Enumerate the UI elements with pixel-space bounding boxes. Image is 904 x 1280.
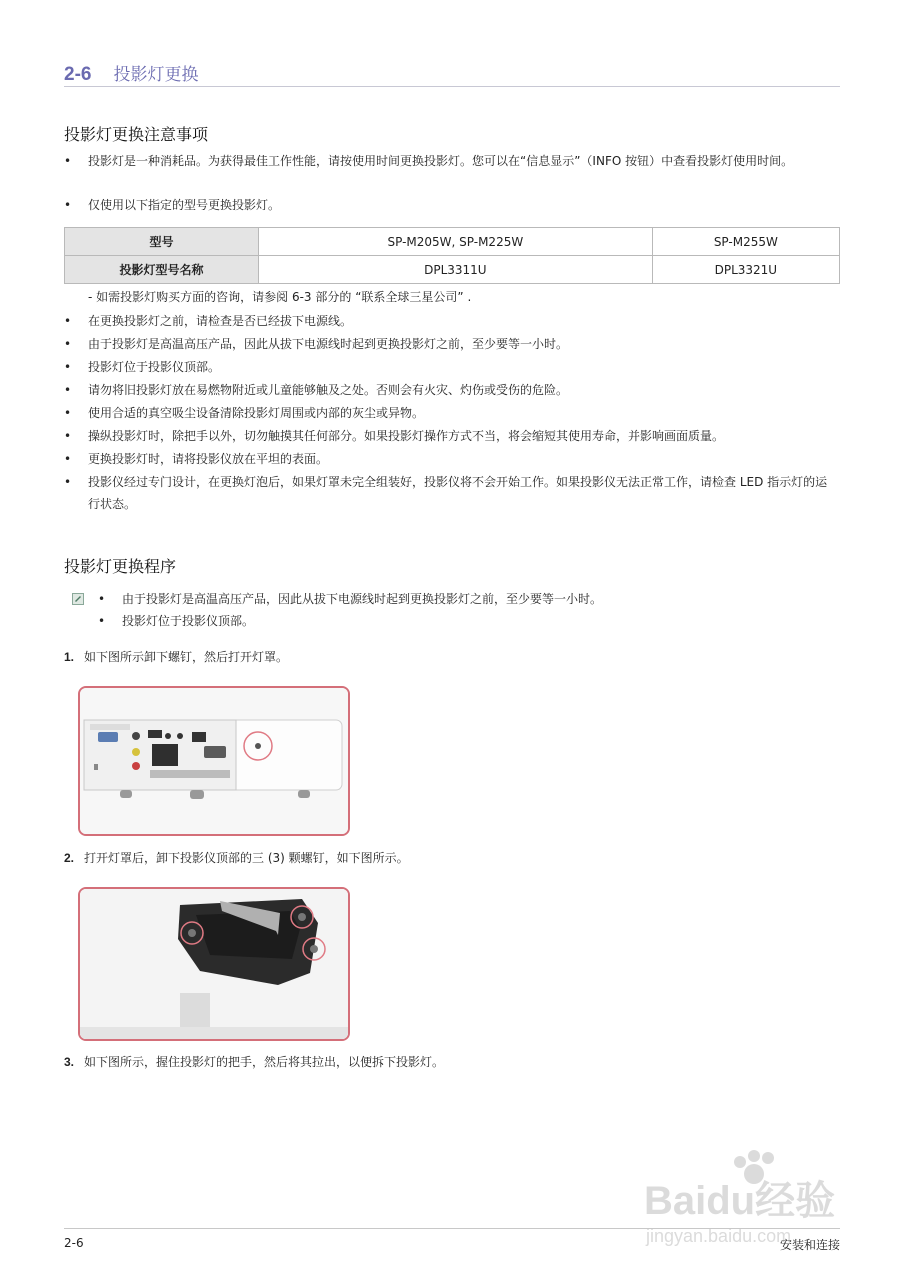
bullet-icon: •: [64, 452, 72, 466]
list-item-text: 由于投影灯是高温高压产品，因此从拔下电源线时起到更换投影灯之前，至少要等一小时。: [122, 592, 603, 606]
table-header-cell: 型号: [65, 228, 259, 256]
step-text: 如下图所示卸下螺钉，然后打开灯罩。: [84, 650, 289, 664]
list-item-text: 操纵投影灯时，除把手以外，切勿触摸其任何部分。如果投影灯操作方式不当，将会缩短其使用寿命，并影响画面质量。: [88, 429, 725, 443]
section-header: [64, 60, 840, 87]
bullet-icon: •: [64, 198, 72, 212]
footer-page-number: 2-6: [64, 1236, 84, 1250]
bullet-icon: •: [64, 337, 72, 351]
table-header-cell: 投影灯型号名称: [65, 256, 259, 284]
footer-divider: [64, 1228, 840, 1229]
list-item: [64, 150, 834, 194]
projector-top-screws-photo: [78, 887, 350, 1041]
bullet-icon: •: [64, 154, 72, 168]
table-cell: DPL3321U: [652, 256, 839, 284]
procedure-heading: 投影灯更换程序: [64, 557, 177, 576]
footer-chapter: 安装和连接: [779, 1238, 840, 1252]
list-item-text: 仅使用以下指定的型号更换投影灯。: [88, 198, 281, 212]
table-row: [65, 256, 840, 284]
list-item-text: 由于投影灯是高温高压产品，因此从拔下电源线时起到更换投影灯之前，至少要等一小时。: [88, 337, 569, 351]
list-item-text: 使用合适的真空吸尘设备清除投影灯周围或内部的灰尘或异物。: [88, 406, 425, 420]
step-3: [64, 1053, 444, 1070]
watermark-brand: Baidu经验: [644, 1179, 836, 1223]
projector-rear-photo: [78, 686, 350, 836]
list-item-text: 在更换投影灯之前，请检查是否已经拔下电源线。: [88, 314, 353, 328]
list-item-text: 投影灯位于投影仪顶部。: [122, 614, 255, 628]
notes-heading: 投影灯更换注意事项: [64, 125, 209, 144]
bullet-icon: •: [64, 429, 72, 443]
step-number: 1.: [64, 650, 75, 664]
section-number: 2-6: [64, 64, 92, 85]
section-title: 投影灯更换: [113, 65, 199, 85]
bullet-icon: •: [98, 592, 106, 606]
step-number: 2.: [64, 851, 75, 865]
list-item-text: 投影灯位于投影仪顶部。: [88, 360, 221, 374]
table-cell: DPL3311U: [259, 256, 653, 284]
bullet-icon: •: [64, 475, 72, 489]
bullet-icon: •: [64, 383, 72, 397]
lamp-model-table: [64, 227, 840, 284]
bullet-icon: •: [64, 314, 72, 328]
list-item-text: 投影仪经过专门设计，在更换灯泡后，如果灯罩未完全组装好，投影仪将不会开始工作。如果投影仪无法正常工作，请检查 LED 指示灯的运行状态。: [88, 475, 828, 511]
table-row: [65, 228, 840, 256]
note-icon: [72, 590, 84, 602]
bullet-icon: •: [98, 614, 106, 628]
step-1: [64, 648, 288, 665]
table-cell: SP-M255W: [652, 228, 839, 256]
step-number: 3.: [64, 1055, 75, 1069]
list-item-text: 请勿将旧投影灯放在易燃物附近或儿童能够触及之处。否则会有火灾、灼伤或受伤的危险。: [88, 383, 569, 397]
bullet-icon: •: [64, 360, 72, 374]
table-note: - 如需投影灯购买方面的咨询，请参阅 6-3 部分的 “联系全球三星公司” .: [88, 290, 472, 304]
list-item-text: 投影灯是一种消耗品。为获得最佳工作性能，请按使用时间更换投影灯。您可以在“信息显示”（INFO 按钮）中查看投影灯使用时间。: [88, 154, 794, 168]
bullet-icon: •: [64, 406, 72, 420]
step-text: 打开灯罩后，卸下投影仪顶部的三 (3) 颗螺钉，如下图所示。: [84, 851, 409, 865]
list-item-text: 更换投影灯时，请将投影仪放在平坦的表面。: [88, 452, 329, 466]
step-text: 如下图所示，握住投影灯的把手，然后将其拉出，以便拆下投影灯。: [84, 1055, 445, 1069]
step-2: [64, 849, 409, 866]
watermark-url: jingyan.baidu.com: [646, 1226, 792, 1246]
table-cell: SP-M205W, SP-M225W: [259, 228, 653, 256]
